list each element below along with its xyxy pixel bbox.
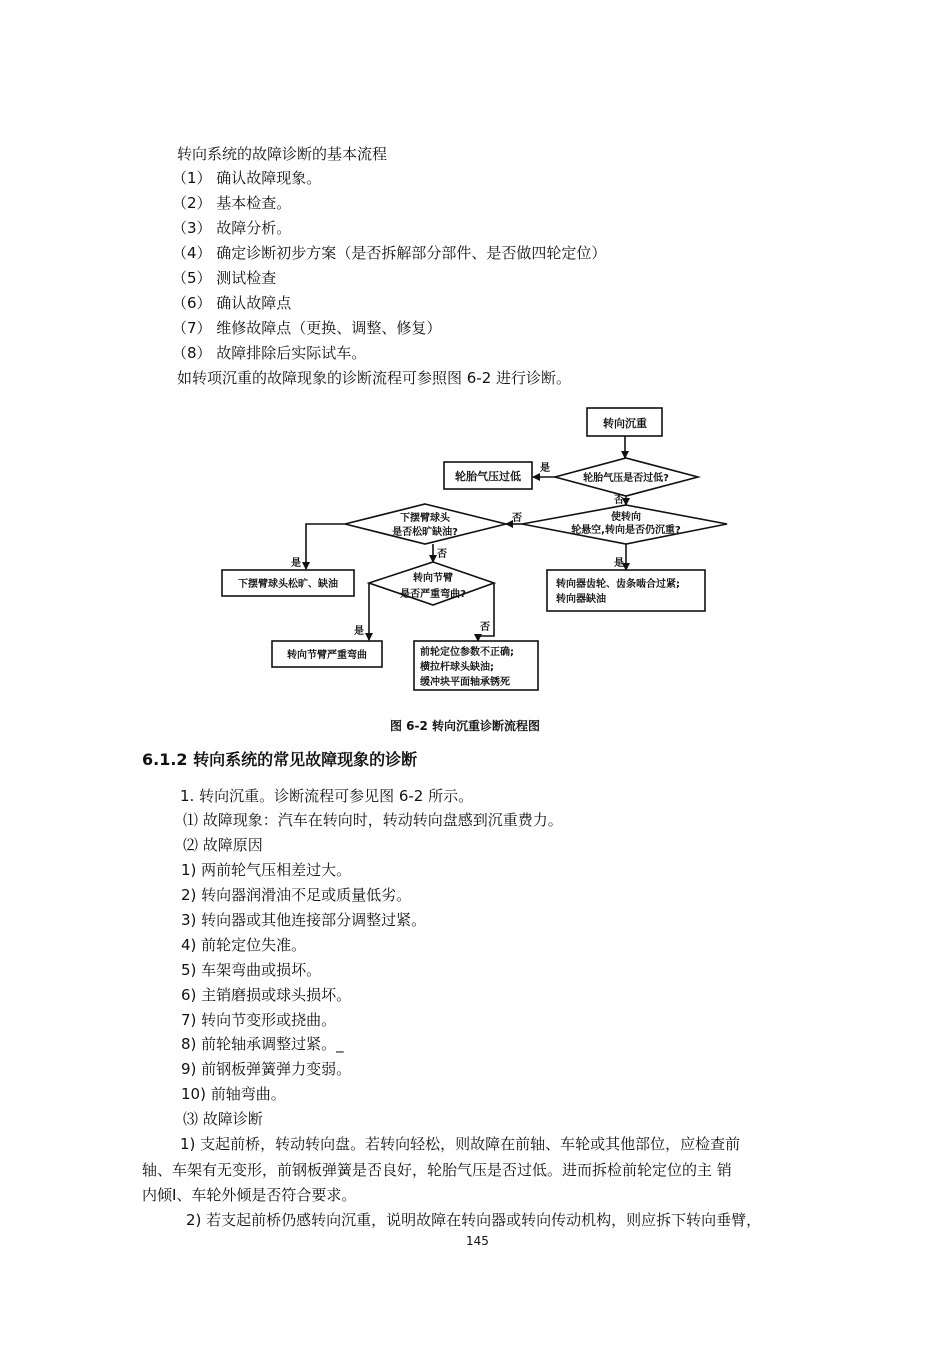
page-number: 145 <box>466 1234 489 1248</box>
cause-7: 7) 转向节变形或挠曲。 <box>181 1011 337 1029</box>
final-text-1: 前轮定位参数不正确; <box>420 647 514 658</box>
steering-gear-text-2: 转向器缺油 <box>556 594 606 605</box>
paragraph-2-line-1: 2) 若支起前桥仍感转向沉重，说明故障在转向器或转向传动机构，则应拆下转向垂臂， <box>186 1211 762 1229</box>
yes-label: 是 <box>540 463 550 474</box>
cause-5: 5) 车架弯曲或损坏。 <box>181 961 322 979</box>
no-label: 否 <box>480 622 490 633</box>
section-title: 6.1.2 转向系统的常见故障现象的诊断 <box>142 750 418 769</box>
lift-question-1: 使转向 <box>611 512 641 523</box>
figure-reference: 如转项沉重的故障现象的诊断流程可参照图 6-2 进行诊断。 <box>177 369 572 387</box>
sub-3: ⑶ 故障诊断 <box>183 1110 263 1128</box>
step-1: （1） 确认故障现象。 <box>172 169 322 187</box>
steering-gear-text-1: 转向器齿轮、齿条啮合过紧; <box>556 579 680 590</box>
lift-question-2: 轮悬空,转向是否仍沉重? <box>571 525 681 536</box>
no-label: 否 <box>437 549 447 560</box>
step-3: （3） 故障分析。 <box>172 219 292 237</box>
cause-6: 6) 主销磨损或球头损坏。 <box>181 986 352 1004</box>
ball-question-2: 是否松旷缺油? <box>392 527 458 538</box>
final-text-2: 横拉杆球头缺油; <box>420 662 494 673</box>
knuckle-bent-text: 转向节臂严重弯曲 <box>287 650 367 661</box>
sub-2: ⑵ 故障原因 <box>183 836 263 854</box>
yes-label: 是 <box>354 626 364 637</box>
final-text-3: 缓冲块平面轴承锈死 <box>420 677 510 688</box>
step-5: （5） 测试检查 <box>172 269 277 287</box>
cause-8: 8) 前轮轴承调整过紧。_ <box>181 1035 344 1053</box>
ball-question-1: 下摆臂球头 <box>400 513 450 524</box>
knuckle-question-1: 转向节臂 <box>413 573 453 584</box>
paragraph-1-line-1: 1) 支起前桥，转动转向盘。若转向轻松，则故障在前轴、车轮或其他部位，应检查前 <box>180 1135 741 1153</box>
yes-label: 是 <box>614 558 624 569</box>
step-8: （8） 故障排除后实际试车。 <box>172 344 367 362</box>
yes-label: 是 <box>291 558 301 569</box>
cause-9: 9) 前钢板弹簧弹力变弱。 <box>181 1060 352 1078</box>
item-1: 1. 转向沉重。诊断流程可参见图 6-2 所示。 <box>180 787 474 805</box>
cause-4: 4) 前轮定位失准。 <box>181 936 307 954</box>
sub-1: ⑴ 故障现象：汽车在转向时，转动转向盘感到沉重费力。 <box>183 811 563 829</box>
step-4: （4） 确定诊断初步方案（是否拆解部分部件、是否做四轮定位） <box>172 244 607 262</box>
figure-caption: 图 6-2 转向沉重诊断流程图 <box>390 719 541 733</box>
step-7: （7） 维修故障点（更换、调整、修复） <box>172 319 442 337</box>
cause-2: 2) 转向器润滑油不足或质量低劣。 <box>181 886 412 904</box>
paragraph-1-line-2: 轴、车架有无变形，前钢板弹簧是否良好，轮胎气压是否过低。进而拆检前轮定位的主 销 <box>142 1161 732 1179</box>
tire-question: 轮胎气压是否过低? <box>583 473 669 484</box>
knuckle-question-2: 是否严重弯曲? <box>400 589 466 600</box>
cause-3: 3) 转向器或其他连接部分调整过紧。 <box>181 911 427 929</box>
cause-1: 1) 两前轮气压相差过大。 <box>181 861 352 879</box>
no-label: 否 <box>512 513 522 524</box>
ball-diamond <box>345 504 506 544</box>
intro-heading: 转向系统的故障诊断的基本流程 <box>177 145 388 163</box>
step-6: （6） 确认故障点 <box>172 294 292 312</box>
paragraph-1-line-3: 内倾I、车轮外倾是否符合要求。 <box>142 1186 357 1204</box>
step-2: （2） 基本检查。 <box>172 194 292 212</box>
no-label: 否 <box>614 495 624 506</box>
start-text: 转向沉重 <box>603 417 647 430</box>
cause-10: 10) 前轴弯曲。 <box>181 1085 286 1103</box>
tire-low-text: 轮胎气压过低 <box>455 470 521 483</box>
ball-loose-text: 下摆臂球头松旷、缺油 <box>238 579 338 590</box>
